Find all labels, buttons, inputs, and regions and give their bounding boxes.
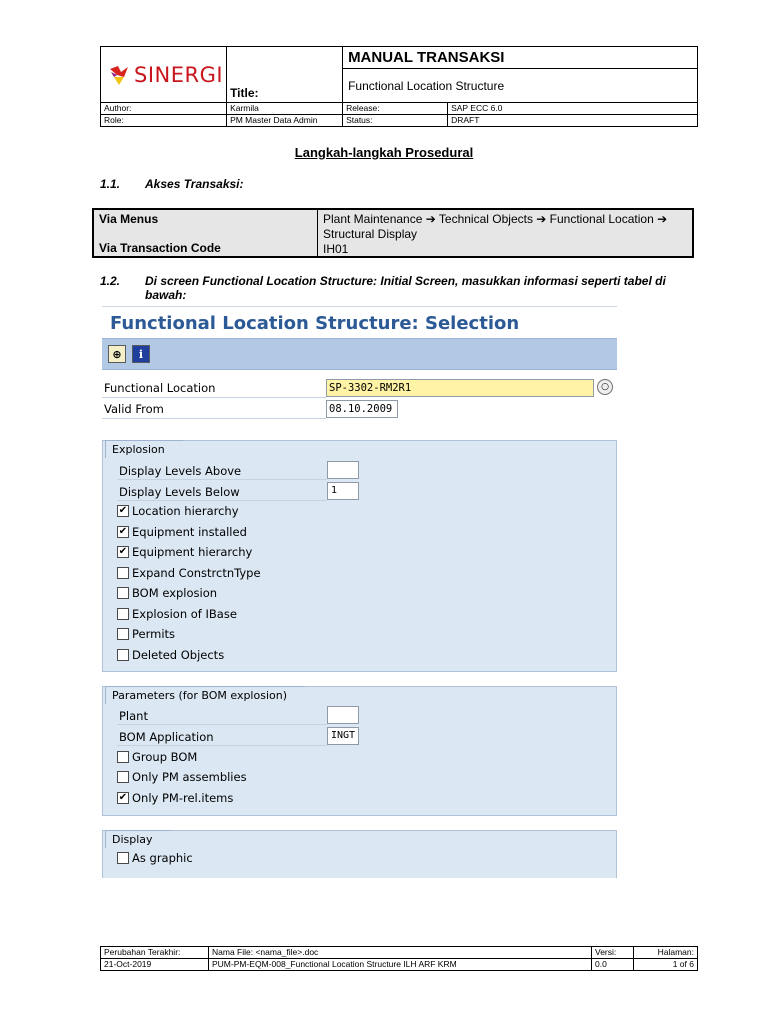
title-label: Title: xyxy=(227,47,343,103)
section-2-heading xyxy=(100,274,700,302)
checkbox-label: Permits xyxy=(132,627,176,641)
info-icon: i xyxy=(138,347,144,361)
checkbox-label: Equipment hierarchy xyxy=(132,545,253,559)
role-label: Role: xyxy=(101,115,227,127)
checkbox-label: Explosion of IBase xyxy=(132,607,237,621)
page-heading: Langkah-langkah Prosedural xyxy=(294,145,474,160)
company-logo xyxy=(104,63,223,87)
checkbox-box[interactable] xyxy=(117,587,129,599)
access-table-values xyxy=(318,210,692,256)
checkbox-box[interactable] xyxy=(117,852,129,864)
location-hierarchy-checkbox[interactable] xyxy=(117,502,239,520)
manual-title: MANUAL TRANSAKSI xyxy=(343,47,697,69)
status-label: Status: xyxy=(343,115,448,127)
checkbox-box[interactable]: ✔ xyxy=(118,546,128,557)
section-1-heading xyxy=(100,177,244,191)
display-group-title: Display xyxy=(105,830,159,848)
display-group xyxy=(102,830,617,878)
document-header xyxy=(100,46,698,127)
bom-explosion-checkbox[interactable] xyxy=(117,584,217,602)
levels-below-input[interactable]: 1 xyxy=(327,482,359,500)
manual-cell xyxy=(343,47,698,103)
plant-underline xyxy=(117,724,327,725)
only-pm-assemblies-checkbox[interactable] xyxy=(117,768,247,786)
execute-icon: ⊕ xyxy=(112,347,122,361)
document-footer xyxy=(100,946,698,971)
checkbox-box[interactable]: ✔ xyxy=(118,505,128,516)
checkbox-box[interactable] xyxy=(117,751,129,763)
checkbox-label: BOM explosion xyxy=(132,586,218,600)
checkbox-label: Only PM assemblies xyxy=(132,770,247,784)
levels-above-row xyxy=(117,461,361,480)
equipment-hierarchy-checkbox[interactable] xyxy=(117,543,252,561)
permits-checkbox[interactable] xyxy=(117,625,175,643)
checkbox-box[interactable] xyxy=(117,628,129,640)
checkbox-label: Group BOM xyxy=(132,750,198,764)
plant-row xyxy=(117,706,361,725)
access-table-labels xyxy=(94,210,318,256)
via-menus-label: Via Menus xyxy=(99,212,159,226)
deleted-objects-checkbox[interactable] xyxy=(117,646,224,664)
bom-application-underline xyxy=(117,745,327,746)
checkbox-label: Expand ConstrctnType xyxy=(132,566,261,580)
status-value: DRAFT xyxy=(448,115,698,127)
bom-application-row xyxy=(117,727,361,746)
levels-below-label: Display Levels Below xyxy=(119,485,240,499)
checkbox-box[interactable] xyxy=(117,771,129,783)
funcloc-row xyxy=(102,378,617,398)
checkbox-label: Location hierarchy xyxy=(132,504,239,518)
version-value: 0.0 xyxy=(592,959,634,971)
levels-below-underline xyxy=(117,500,327,501)
checkbox-label: Deleted Objects xyxy=(132,648,225,662)
via-tcode-label: Via Transaction Code xyxy=(99,241,221,255)
role-value: PM Master Data Admin xyxy=(227,115,343,127)
changed-label: Perubahan Terakhir: xyxy=(101,947,209,959)
as-graphic-checkbox[interactable] xyxy=(117,849,193,867)
funcloc-input[interactable]: SP-3302-RM2R1 xyxy=(326,379,594,397)
explosion-group-title: Explosion xyxy=(105,440,171,458)
manual-subtitle: Functional Location Structure xyxy=(348,79,505,93)
levels-above-underline xyxy=(117,479,327,480)
equipment-installed-checkbox[interactable] xyxy=(117,523,247,541)
checkbox-label: As graphic xyxy=(132,851,193,865)
changed-value: 21-Oct-2019 xyxy=(101,959,209,971)
author-value: Karmila xyxy=(227,103,343,115)
explosion-of-ibase-checkbox[interactable] xyxy=(117,605,237,623)
levels-above-label: Display Levels Above xyxy=(119,464,242,478)
only-pm-rel-items-checkbox[interactable] xyxy=(117,789,233,807)
checkbox-label: Equipment installed xyxy=(132,525,247,539)
via-menus-value: Plant Maintenance ➔ Technical Objects ➔ Functional Location ➔ Structural Display xyxy=(323,212,668,241)
bom-parameters-group xyxy=(102,686,617,816)
expand-constrctntype-checkbox[interactable] xyxy=(117,564,261,582)
funcloc-label: Functional Location xyxy=(104,381,216,395)
checkbox-box[interactable]: ✔ xyxy=(118,526,128,537)
checkbox-box[interactable]: ✔ xyxy=(118,792,128,803)
sap-screen-title: Functional Location Structure: Selection xyxy=(102,306,617,338)
explosion-group xyxy=(102,440,617,672)
bom-application-label: BOM Application xyxy=(119,730,214,744)
author-label: Author: xyxy=(101,103,227,115)
execute-button[interactable] xyxy=(108,345,126,363)
checkbox-box[interactable] xyxy=(117,649,129,661)
bom-parameters-group-title: Parameters (for BOM explosion) xyxy=(105,686,293,704)
logo-text: SINERGI xyxy=(134,62,224,87)
validfrom-label: Valid From xyxy=(104,402,164,416)
access-table xyxy=(92,208,694,258)
file-label: Nama File: <nama_file>.doc xyxy=(209,947,592,959)
page-value: 1 of 6 xyxy=(634,959,698,971)
logo-cell xyxy=(101,47,227,103)
file-value: PUM-PM-EQM-008_Functional Location Structure ILH ARF KRM xyxy=(209,959,592,971)
release-value: SAP ECC 6.0 xyxy=(448,103,698,115)
page-label: Halaman: xyxy=(634,947,698,959)
bom-application-input[interactable]: INGT xyxy=(327,727,359,745)
validfrom-input[interactable]: 08.10.2009 xyxy=(326,400,398,418)
validfrom-underline xyxy=(102,418,326,419)
group-bom-checkbox[interactable] xyxy=(117,748,197,766)
validfrom-row xyxy=(102,399,617,419)
sinergi-logo-icon xyxy=(108,63,130,87)
section-1-title: Akses Transaksi: xyxy=(145,177,244,191)
checkbox-box[interactable] xyxy=(117,567,129,579)
version-label: Versi: xyxy=(592,947,634,959)
info-button[interactable] xyxy=(132,345,150,363)
levels-above-input[interactable] xyxy=(327,461,359,479)
release-label: Release: xyxy=(343,103,448,115)
sap-toolbar xyxy=(102,338,617,370)
section-2-title: Di screen Functional Location Structure: Initial Screen, masukkan informasi seperti tabel di bawah: xyxy=(145,274,666,302)
funcloc-underline xyxy=(102,397,326,398)
via-tcode-value: IH01 xyxy=(323,242,349,256)
plant-label: Plant xyxy=(119,709,148,723)
match-code-icon[interactable]: ○ xyxy=(597,379,613,395)
checkbox-box[interactable] xyxy=(117,608,129,620)
plant-input[interactable] xyxy=(327,706,359,724)
section-2-number: 1.2. xyxy=(100,274,121,288)
levels-below-row xyxy=(117,482,361,501)
sap-screen xyxy=(102,306,617,878)
checkbox-label: Only PM-rel.items xyxy=(132,791,234,805)
section-1-number: 1.1. xyxy=(100,177,121,191)
